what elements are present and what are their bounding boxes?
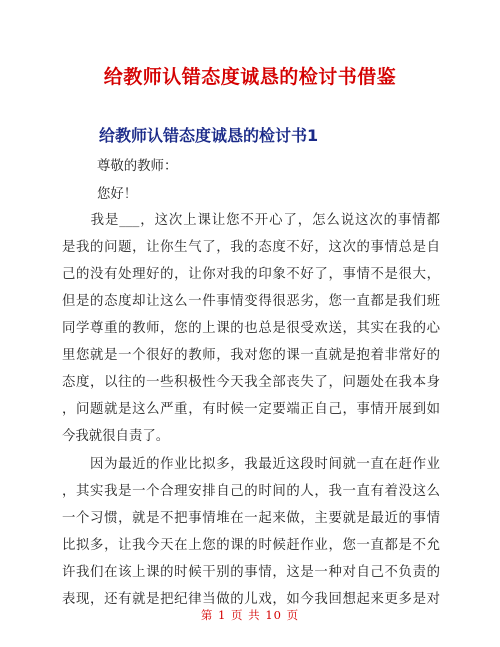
body-line: 比拟多，让我今天在上您的课的时候赶作业，您一直都是不允 bbox=[62, 538, 440, 553]
body-line: 今我就很自责了。 bbox=[62, 429, 170, 444]
document-title: 给教师认错态度诚恳的检讨书借鉴 bbox=[103, 66, 397, 88]
body-line: 一个习惯，就是不把事情堆在一起来做，主要就是最近的事情 bbox=[62, 511, 440, 526]
page-footer: 第 1 页 共 10 页 bbox=[200, 608, 300, 622]
body-line: 表现，还有就是把纪律当做的儿戏，如今我回想起来更多是对 bbox=[62, 592, 440, 607]
body-line: ，问题就是这么严重，有时候一定要端正自己，事情开展到如 bbox=[62, 402, 440, 417]
salutation-text: 尊敬的教师： bbox=[97, 159, 178, 174]
body-line: 许我们在该上课的时候干别的事情，这是一种对自己不负责的 bbox=[62, 565, 440, 580]
body-line: 是我的问题，让你生气了，我的态度不好，这次的事情总是自 bbox=[62, 240, 440, 255]
body-line: 同学尊重的教师，您的上课的也总是很受欢送，其实在我的心 bbox=[62, 321, 440, 336]
greeting-text: 您好！ bbox=[97, 187, 138, 202]
body-line: 己的没有处理好的，让你对我的印象不好了，事情不是很大， bbox=[62, 267, 440, 282]
body-line: 我是___，这次上课让您不开心了，怎么说这次的事情都 bbox=[62, 213, 440, 228]
body-line: 里您就是一个很好的教师，我对您的课一直就是抱着非常好的 bbox=[62, 348, 440, 363]
body-line: 但是的态度却让这么一件事情变得很恶劣，您一直都是我们班 bbox=[62, 294, 440, 309]
body-line: ，其实我是一个合理安排自己的时间的人，我一直有着没这么 bbox=[62, 484, 440, 499]
section-title: 给教师认错态度诚恳的检讨书1 bbox=[99, 126, 319, 145]
body-line: 态度，以往的一些积极性今天我全部丧失了，问题处在我本身 bbox=[62, 375, 440, 390]
body-line: 因为最近的作业比拟多，我最近这段时间就一直在赶作业 bbox=[62, 457, 440, 472]
